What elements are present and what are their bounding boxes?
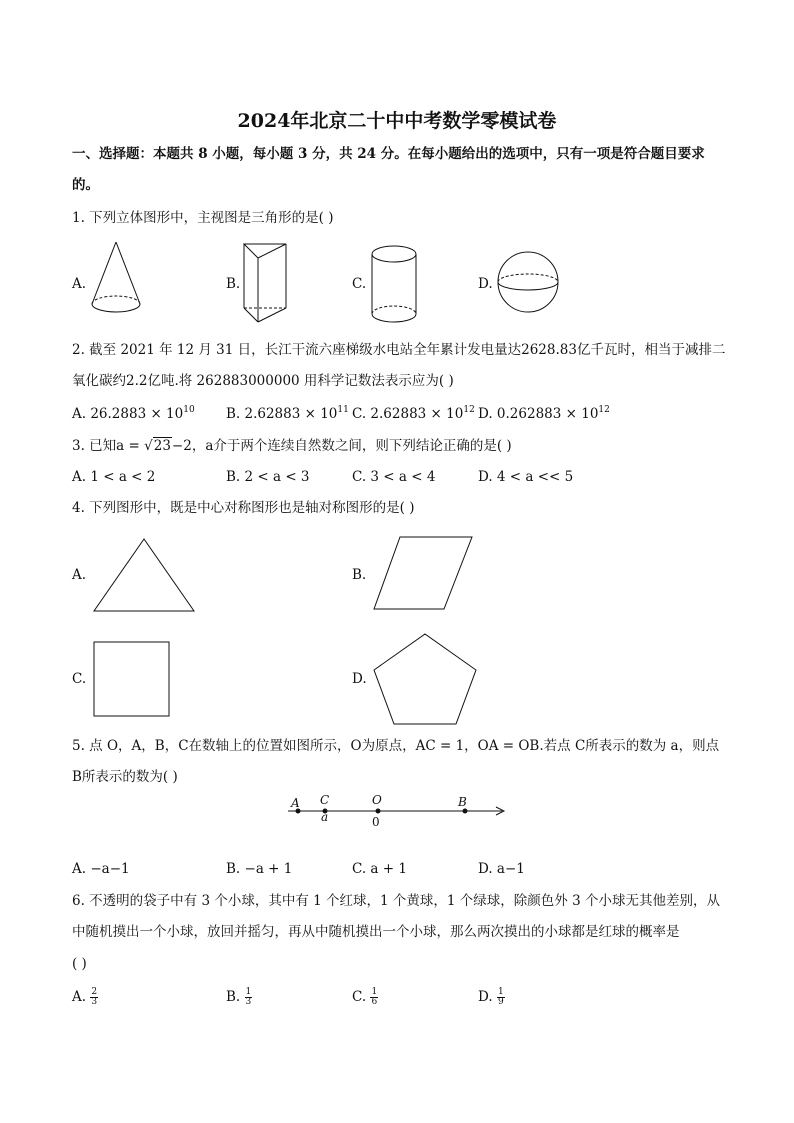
- cone-figure: [88, 240, 148, 320]
- q3-option-d: D. 4 < a << 5: [478, 469, 574, 485]
- point-c-value-label: a: [321, 810, 329, 824]
- q1-option-c-label: C.: [352, 276, 367, 292]
- fraction: $\frac{1}{9}$: [497, 987, 504, 1007]
- q1-option-d-label: D.: [478, 276, 493, 292]
- q6-stem-line1: 6. 不透明的袋子中有 3 个小球，其中有 1 个红球，1 个黄球，1 个绿球，除颜色外 3 个小球无其他差别，从: [72, 893, 720, 909]
- q6-option-a: A. $\frac{2}{3}$: [72, 987, 98, 1007]
- point-o-label: O: [372, 793, 382, 807]
- q4-option-c-label: C.: [72, 671, 87, 687]
- triangular-prism-figure: [240, 240, 300, 325]
- q2-option-d: D. $0.262883 \times 10^{12}$: [478, 405, 610, 422]
- section-heading-line1: 一、选择题：本题共 8 小题，每小题 3 分，共 24 分。在每小题给出的选项中，只有一项是符合题目要求: [72, 146, 705, 162]
- q2-option-a: A. $26.2883 \times 10^{10}$: [72, 405, 195, 422]
- q5-stem-line2: B所表示的数为( ): [72, 769, 178, 785]
- fraction: $\frac{2}{3}$: [91, 987, 98, 1007]
- q2-option-c: C. $2.62883 \times 10^{12}$: [352, 405, 475, 422]
- q2-stem-line1: 2. 截至 2021 年 12 月 31 日，长江干流六座梯级水电站全年累计发电量达2628.83亿千瓦时，相当于减排二: [72, 342, 726, 358]
- q6-option-d: D. $\frac{1}{9}$: [478, 987, 504, 1007]
- page-title: 2024年北京二十中中考数学零模试卷: [237, 110, 557, 132]
- q6-option-c: C. $\frac{1}{6}$: [352, 987, 378, 1007]
- point-b-label: B: [458, 795, 467, 809]
- q3-stem: 3. 已知a = √23−2，a介于两个连续自然数之间，则下列结论正确的是( ): [72, 438, 512, 454]
- q6-stem-line2: 中随机摸出一个小球，放回并摇匀，再从中随机摸出一个小球，那么两次摸出的小球都是红球的概率是: [72, 924, 680, 940]
- q5-option-c: C. a + 1: [352, 861, 407, 877]
- q3-radicand: 23: [153, 438, 171, 454]
- fraction: $\frac{1}{6}$: [371, 987, 378, 1007]
- pentagon-figure: [372, 632, 478, 726]
- q3-option-c: C. 3 < a < 4: [352, 469, 436, 485]
- sphere-figure: [496, 250, 562, 316]
- parallelogram-figure: [372, 535, 474, 611]
- q5-option-a: A. −a−1: [72, 861, 130, 877]
- q1-stem: 1. 下列立体图形中，主视图是三角形的是( ): [72, 210, 334, 226]
- q5-option-d: D. a−1: [478, 861, 525, 877]
- point-c-label: C: [320, 793, 330, 807]
- point-a-label: A: [291, 796, 300, 810]
- q3-option-a: A. 1 < a < 2: [72, 469, 156, 485]
- q5-stem-line1: 5. 点 O，A，B，C在数轴上的位置如图所示，O为原点，AC = 1，OA = OB.若点 C所表示的数为 a，则点: [72, 738, 720, 754]
- q4-option-b-label: B.: [352, 567, 367, 583]
- q4-option-a-label: A.: [72, 567, 87, 583]
- origin-zero-label: 0: [372, 815, 380, 829]
- q1-option-a-label: A.: [72, 276, 87, 292]
- q4-option-d-label: D.: [352, 671, 367, 687]
- section-heading-line2: 的。: [72, 177, 99, 193]
- q3-option-b: B. 2 < a < 3: [226, 469, 310, 485]
- q4-stem: 4. 下列图形中，既是中心对称图形也是轴对称图形的是( ): [72, 500, 415, 516]
- square-figure: [92, 640, 172, 718]
- triangle-figure: [92, 537, 198, 613]
- q1-option-b-label: B.: [226, 276, 241, 292]
- q5-option-b: B. −a + 1: [226, 861, 293, 877]
- cylinder-figure: [370, 244, 420, 326]
- q2-stem-line2: 氧化碳约2.2亿吨.将 262883000000 用科学记数法表示应为( ): [72, 373, 454, 389]
- q6-option-b: B. $\frac{1}{3}$: [226, 987, 252, 1007]
- q6-stem-line3: ( ): [72, 956, 87, 972]
- q2-option-b: B. $2.62883 \times 10^{11}$: [226, 405, 349, 422]
- fraction: $\frac{1}{3}$: [245, 987, 252, 1007]
